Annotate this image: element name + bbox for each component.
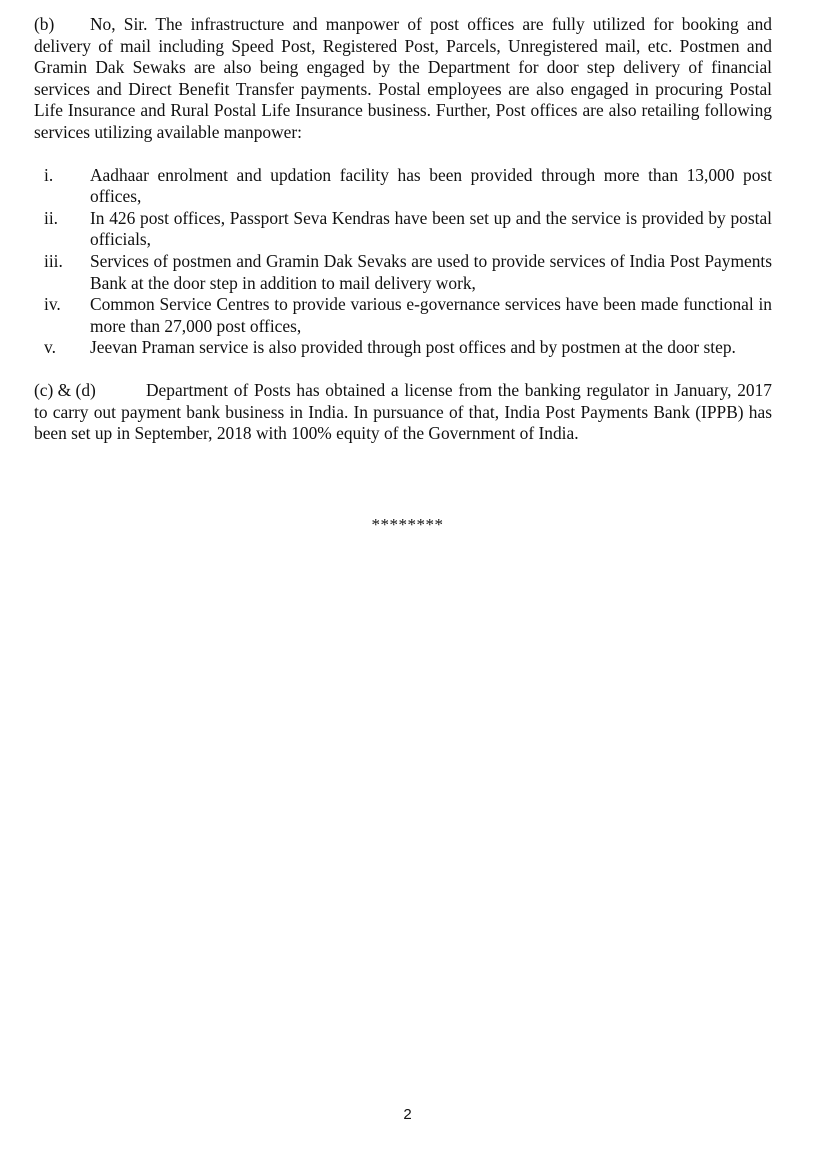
section-b-text: No, Sir. The infrastructure and manpower of post offices are fully utilized for booking and delivery of mail including Speed Post, Registered Post, Parcels, Unregistered mail, etc. Postmen and Gramin Dak Sewaks are also being engaged by the Department for door step delivery of financial services and Direct Benefit Transfer payments. Postal employees are also engaged in procuring Postal Life Insurance and Rural Postal Life Insurance business. Further, Post offices are also retailing following services utilizing available manpower: bbox=[34, 14, 772, 142]
list-item bbox=[34, 251, 772, 294]
list-item bbox=[34, 337, 772, 359]
section-b-label: (b) bbox=[34, 14, 55, 34]
section-separator: ******** bbox=[371, 515, 444, 534]
list-item bbox=[34, 294, 772, 337]
list-item-numeral: iii. bbox=[44, 250, 63, 271]
list-item-numeral: i. bbox=[44, 164, 54, 185]
list-item-text: Services of postmen and Gramin Dak Sevaks are used to provide services of India Post Payments Bank at the door step in addition to mail delivery work, bbox=[90, 250, 772, 293]
list-item-text: Common Service Centres to provide various e-governance services have been made functional in more than 27,000 post offices, bbox=[90, 294, 772, 336]
document-page bbox=[34, 14, 772, 445]
list-item-text: In 426 post offices, Passport Seva Kendras have been set up and the service is provided by postal officials, bbox=[90, 207, 772, 250]
section-cd-text: Department of Posts has obtained a license from the banking regulator in January, 2017 to carry out payment bank business in India. In pursuance of that, India Post Payments Bank (IPPB) has been set up in September, 2018 with 100% equity of the Government of India. bbox=[34, 379, 772, 444]
list-item bbox=[34, 208, 772, 251]
list-item-numeral: ii. bbox=[44, 207, 59, 228]
section-b-paragraph bbox=[34, 14, 772, 144]
section-cd-paragraph bbox=[34, 380, 772, 445]
list-item bbox=[34, 165, 772, 208]
page-number: 2 bbox=[403, 1106, 412, 1123]
services-list bbox=[34, 165, 772, 359]
list-item-text: Aadhaar enrolment and updation facility has been provided through more than 13,000 post offices, bbox=[90, 164, 772, 207]
section-cd-label: (c) & (d) bbox=[34, 379, 96, 400]
list-item-numeral: v. bbox=[44, 337, 56, 358]
list-item-text: Jeevan Praman service is also provided through post offices and by postmen at the door step. bbox=[90, 337, 736, 358]
list-item-numeral: iv. bbox=[44, 294, 61, 315]
